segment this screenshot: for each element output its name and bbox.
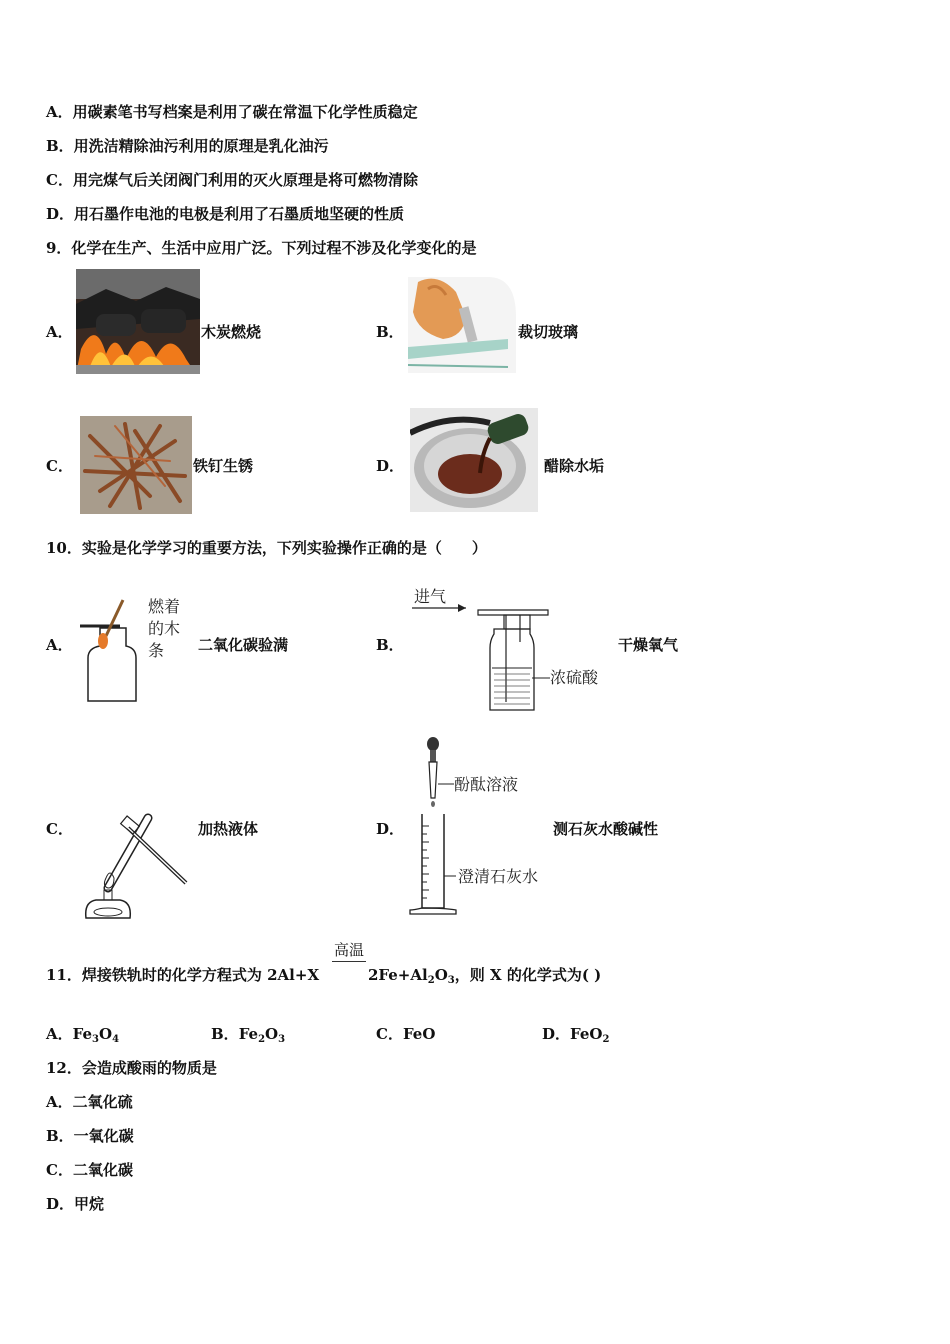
q9-option-b-text: 裁切玻璃: [518, 323, 579, 341]
q10-option-a-text: 二氧化碳验满: [198, 636, 289, 654]
q12-option-c: C．二氧化碳: [46, 1161, 133, 1179]
q10-option-c-letter: C．: [46, 820, 73, 838]
q11-equation-line: [332, 961, 366, 962]
fig-label-sulfuric-acid: 浓硫酸: [550, 668, 599, 687]
kettle-vinegar-photo: [410, 408, 538, 512]
q10-option-b-letter: B．: [376, 636, 404, 654]
q11-option-b: B．$Fe_2O_3$: [211, 1025, 286, 1045]
q11-option-d: D．FeO$_2$: [542, 1025, 610, 1045]
option-a: A．用碳素笔书写档案是利用了碳在常温下化学性质稳定: [46, 103, 418, 121]
fig-label-phenolphthalein: 酚酞溶液: [454, 775, 519, 794]
fig-label-gas-in: 进气: [414, 587, 447, 606]
q9-option-b-letter: B．: [376, 323, 404, 341]
gas-drying-bottle-diagram: [410, 582, 610, 714]
q10-option-d-text: 测石灰水酸碱性: [553, 820, 659, 838]
q9-option-c-text: 铁钉生锈: [193, 457, 254, 475]
option-c: C．用完煤气后关闭阀门利用的灭火原理是将可燃物清除: [46, 171, 418, 189]
q12-stem: 12．会造成酸雨的物质是: [46, 1059, 217, 1077]
q12-option-a: A．二氧化硫: [46, 1093, 133, 1111]
fig-label-stick: 条: [148, 641, 165, 660]
q10-option-a-letter: A．: [46, 636, 73, 654]
q11-stem-prefix: 11．焊接铁轨时的化学方程式为 2Al+X: [46, 966, 320, 984]
q11-product: $2Fe+Al_2O_3$，则 X 的化学式为( ): [368, 966, 602, 986]
q11-option-a: A．$Fe_3O_4$: [46, 1025, 120, 1045]
q10-option-c-text: 加热液体: [198, 820, 259, 838]
graduated-cylinder-dropper-diagram: [404, 736, 564, 918]
q9-option-d-text: 醋除水垢: [544, 457, 605, 475]
q9-option-d-letter: D．: [376, 457, 405, 475]
fig-label-limewater: 澄清石灰水: [458, 867, 539, 886]
glass-cutting-photo: [408, 277, 516, 373]
q9-option-c-letter: C．: [46, 457, 73, 475]
q10-stem: 10．实验是化学学习的重要方法，下列实验操作正确的是（ ）: [46, 539, 487, 557]
q10-option-d-letter: D．: [376, 820, 405, 838]
q11-option-c: C．FeO: [376, 1025, 436, 1043]
q10-option-b-text: 干燥氧气: [618, 636, 679, 654]
fig-label-wooden: 的木: [148, 619, 181, 638]
q9-option-a-letter: A．: [46, 323, 73, 341]
rusty-nails-photo: [80, 416, 192, 514]
heating-liquid-diagram: [78, 808, 194, 920]
q9-option-a-text: 木炭燃烧: [201, 323, 262, 341]
fig-label-burning: 燃着: [148, 597, 181, 616]
q11-condition: 高温: [334, 941, 365, 959]
co2-test-diagram: [78, 596, 190, 708]
q12-option-d: D．甲烷: [46, 1195, 105, 1213]
option-d: D．用石墨作电池的电极是利用了石墨质地坚硬的性质: [46, 205, 405, 223]
charcoal-burning-photo: [76, 269, 200, 374]
q12-option-b: B．一氧化碳: [46, 1127, 134, 1145]
q9-stem: 9．化学在生产、生活中应用广泛。下列过程不涉及化学变化的是: [46, 239, 477, 257]
option-b: B．用洗洁精除油污利用的原理是乳化油污: [46, 137, 329, 155]
